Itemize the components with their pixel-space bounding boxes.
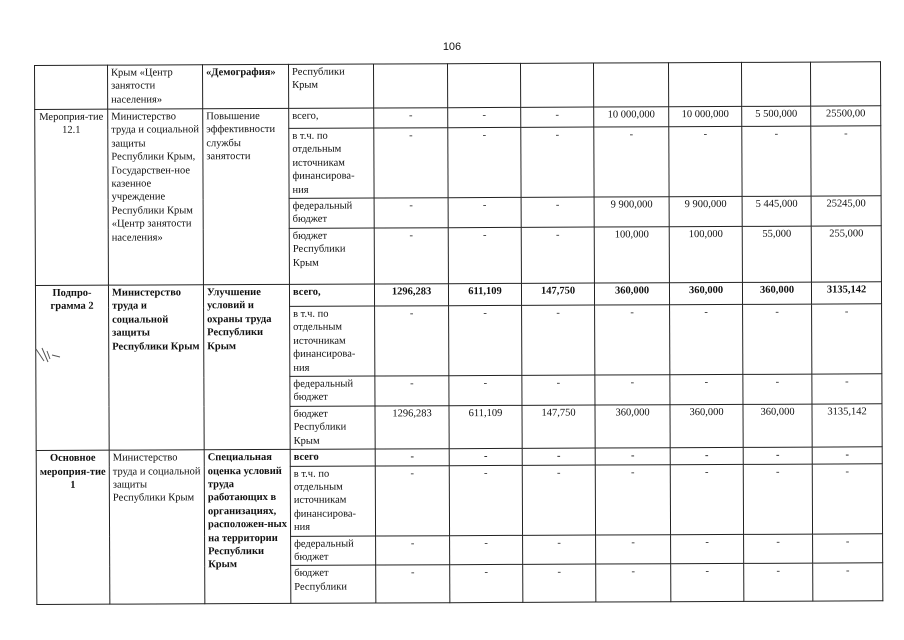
value-cell: - bbox=[744, 534, 813, 564]
source-cell: всего bbox=[290, 449, 375, 466]
value-cell: 611,109 bbox=[448, 283, 521, 305]
value-cell: - bbox=[448, 197, 521, 227]
value-cell: 360,000 bbox=[742, 282, 811, 304]
value-cell: - bbox=[743, 304, 812, 374]
source-cell: федеральный бюджет bbox=[289, 198, 374, 228]
value-cell: - bbox=[670, 304, 743, 374]
event-cell: Мероприя-тие 12.1 bbox=[35, 109, 109, 285]
value-cell: 9 900,000 bbox=[594, 197, 669, 227]
source-cell: в т.ч. по отдельным источникам финансирова-ния bbox=[289, 128, 374, 198]
value-cell: - bbox=[448, 127, 521, 197]
value-cell: - bbox=[595, 448, 670, 465]
value-cell: 10 000,000 bbox=[669, 106, 742, 126]
value-cell: 360,000 bbox=[669, 282, 742, 304]
name-cell: «Демография» bbox=[203, 64, 289, 108]
value-cell: - bbox=[522, 465, 595, 535]
value-cell: 9 900,000 bbox=[669, 196, 742, 226]
source-cell: в т.ч. по отдельным источникам финансирова-ния bbox=[290, 306, 375, 376]
value-cell: - bbox=[670, 448, 743, 465]
value-cell: - bbox=[521, 197, 594, 227]
value-cell: - bbox=[596, 564, 671, 602]
value-cell: - bbox=[813, 533, 883, 563]
value-cell: - bbox=[450, 535, 523, 565]
value-cell: 611,109 bbox=[449, 405, 522, 449]
value-cell: - bbox=[521, 227, 594, 283]
source-cell: всего, bbox=[289, 284, 374, 306]
source-cell: Республики Крым bbox=[288, 64, 373, 108]
value-cell: 1296,283 bbox=[374, 284, 448, 306]
source-cell: федеральный бюджет bbox=[290, 376, 375, 406]
value-cell: - bbox=[523, 535, 596, 565]
value-cell: - bbox=[670, 464, 743, 534]
value-cell: - bbox=[812, 447, 882, 464]
value-cell: 25245,00 bbox=[811, 196, 881, 226]
value-cell: 100,000 bbox=[669, 226, 742, 282]
value-cell: - bbox=[743, 464, 812, 534]
value-cell: - bbox=[375, 376, 449, 406]
source-cell: федеральный бюджет bbox=[291, 536, 376, 566]
value-cell bbox=[741, 62, 810, 106]
value-cell: - bbox=[449, 375, 522, 405]
value-cell: 147,750 bbox=[521, 283, 594, 305]
value-cell: - bbox=[671, 564, 744, 602]
value-cell: 55,000 bbox=[742, 226, 811, 282]
value-cell: - bbox=[743, 374, 812, 404]
value-cell: - bbox=[449, 305, 522, 375]
value-cell: - bbox=[671, 534, 744, 564]
value-cell: - bbox=[522, 305, 595, 375]
value-cell: - bbox=[375, 449, 449, 466]
value-cell bbox=[447, 63, 520, 107]
value-cell: - bbox=[522, 375, 595, 405]
value-cell bbox=[520, 63, 593, 107]
value-cell: - bbox=[448, 107, 521, 127]
value-cell: - bbox=[448, 227, 521, 283]
value-cell bbox=[593, 63, 668, 107]
value-cell bbox=[373, 64, 447, 108]
value-cell: 360,000 bbox=[594, 283, 669, 305]
value-cell: - bbox=[670, 374, 743, 404]
value-cell: - bbox=[594, 127, 669, 197]
value-cell: - bbox=[743, 447, 812, 464]
value-cell: 255,000 bbox=[811, 226, 881, 282]
value-cell bbox=[668, 62, 741, 106]
value-cell: - bbox=[596, 534, 671, 564]
value-cell: - bbox=[374, 128, 448, 198]
value-cell: 360,000 bbox=[595, 405, 670, 449]
source-cell: бюджет Республики Крым bbox=[290, 406, 375, 450]
value-cell: - bbox=[375, 465, 449, 535]
value-cell: - bbox=[374, 198, 448, 228]
source-cell: бюджет Республики bbox=[291, 565, 376, 603]
event-cell: Подпро-грамма 2 bbox=[35, 285, 109, 450]
value-cell: 360,000 bbox=[743, 404, 812, 448]
value-cell: - bbox=[812, 304, 882, 374]
value-cell: - bbox=[522, 448, 595, 465]
source-cell: бюджет Республики Крым bbox=[289, 228, 374, 284]
value-cell: 25500,00 bbox=[811, 106, 881, 126]
value-cell: - bbox=[449, 448, 522, 465]
value-cell: - bbox=[523, 564, 596, 602]
value-cell: - bbox=[595, 375, 670, 405]
executor-cell: Министерство труда и социальной защиты Республики Крым bbox=[108, 285, 204, 450]
value-cell: - bbox=[449, 465, 522, 535]
name-cell: Повышение эффективности службы занятости bbox=[203, 108, 290, 284]
value-cell: - bbox=[374, 108, 448, 128]
value-cell: 5 500,000 bbox=[742, 106, 811, 126]
value-cell: 100,000 bbox=[594, 227, 669, 283]
value-cell: 147,750 bbox=[522, 405, 595, 449]
page-number: 106 bbox=[442, 41, 462, 53]
continued-row bbox=[35, 62, 881, 110]
value-cell: - bbox=[744, 563, 813, 601]
value-cell: - bbox=[521, 107, 594, 127]
source-cell: всего, bbox=[289, 108, 374, 128]
name-cell: Улучшение условий и охраны труда Республики Крым bbox=[203, 284, 290, 449]
name-cell: Специальная оценка условий труда работающих в организациях, расположен-ных на территории Республики Крым bbox=[204, 449, 291, 604]
value-cell: - bbox=[812, 463, 882, 533]
value-cell: 3135,142 bbox=[811, 282, 881, 304]
value-cell: - bbox=[669, 126, 742, 196]
value-cell: - bbox=[813, 563, 883, 601]
value-cell: - bbox=[374, 228, 448, 284]
event-cell: Основное мероприя-тие 1 bbox=[36, 450, 110, 605]
value-cell: - bbox=[450, 565, 523, 603]
value-cell: - bbox=[595, 305, 670, 375]
value-cell: - bbox=[521, 127, 594, 197]
handwritten-mark bbox=[34, 345, 64, 365]
value-cell bbox=[810, 62, 880, 106]
event-cell bbox=[35, 65, 108, 109]
value-cell: - bbox=[376, 535, 450, 565]
executor-cell: Министерство труда и социальной защиты Республики Крым bbox=[109, 450, 205, 605]
value-cell: - bbox=[375, 306, 449, 376]
executor-cell: Министерство труда и социальной защиты Республики Крым, Государствен-ное казенное учреждение Республики Крым «Центр занятости населения» bbox=[108, 109, 204, 285]
value-cell: - bbox=[812, 374, 882, 404]
value-cell: 10 000,000 bbox=[594, 107, 669, 127]
value-cell: - bbox=[376, 565, 450, 603]
value-cell: - bbox=[595, 464, 670, 534]
value-cell: 3135,142 bbox=[812, 404, 882, 448]
executor-cell: Крым «Центр занятости населения» bbox=[108, 65, 203, 109]
value-cell: 1296,283 bbox=[375, 406, 449, 450]
value-cell: - bbox=[811, 126, 881, 196]
source-cell: в т.ч. по отдельным источникам финансирова-ния bbox=[290, 466, 375, 536]
value-cell: 360,000 bbox=[670, 404, 743, 448]
value-cell: - bbox=[742, 126, 811, 196]
value-cell: 5 445,000 bbox=[742, 196, 811, 226]
budget-table bbox=[34, 61, 883, 605]
